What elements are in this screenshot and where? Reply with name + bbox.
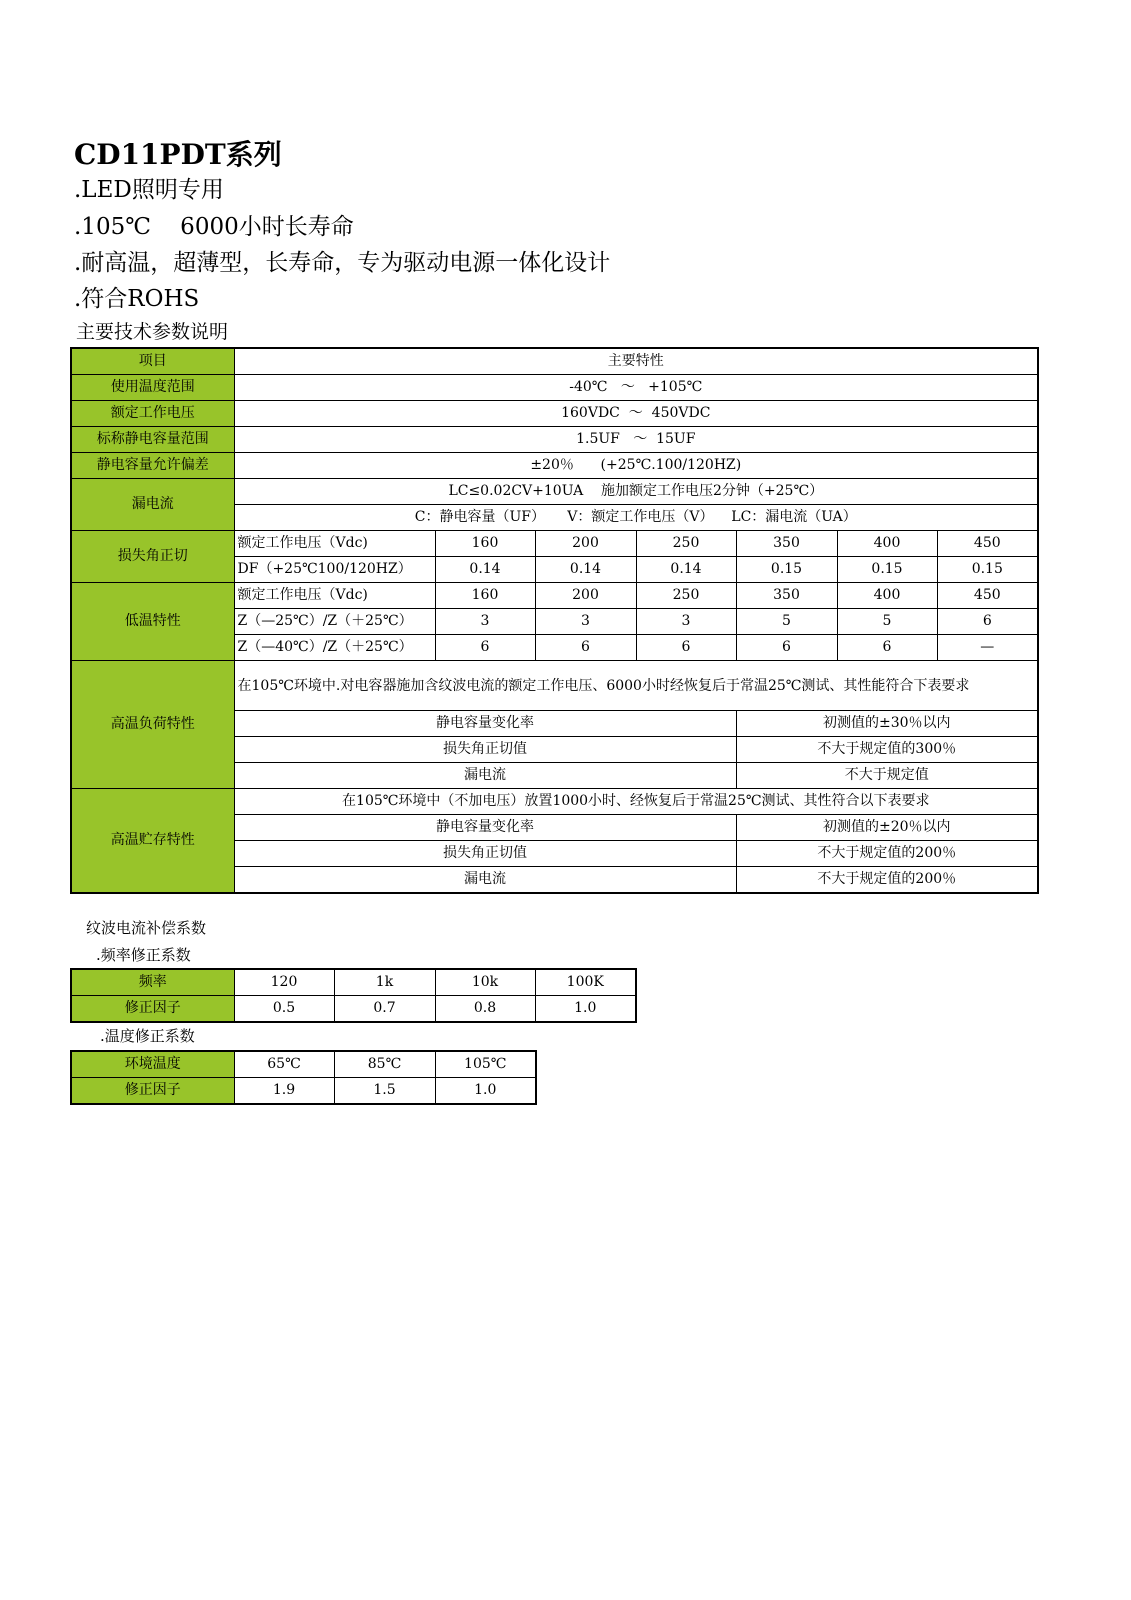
cap-tolerance-label: 静电容量允许偏差	[71, 453, 234, 479]
temp-correction-table	[70, 1050, 537, 1105]
freq-factor-row	[71, 996, 636, 1023]
table-cell: 0.14	[435, 557, 535, 583]
low-temp-voltage-row	[71, 583, 1038, 609]
leakage-legend: C：静电容量（UF） V：额定工作电压（V） LC：漏电流（UA）	[234, 505, 1038, 531]
table-cell: 静电容量变化率	[234, 711, 736, 737]
table-cell: 65℃	[234, 1051, 334, 1078]
freq-correction-title: .频率修正系数	[96, 946, 191, 964]
table-cell: 0.7	[334, 996, 435, 1023]
leakage-formula: LC≤0.02CV+10UA 施加额定工作电压2分钟（+25℃）	[234, 479, 1038, 505]
shelf-life-desc-row	[71, 789, 1038, 815]
table-cell: 0.14	[535, 557, 636, 583]
tan-delta-df-label: DF（+25℃100/120HZ）	[234, 557, 435, 583]
low-temp-z25-label: Z（—25℃）/Z（＋25℃）	[234, 609, 435, 635]
low-temp-z40-label: Z（—40℃）/Z（＋25℃）	[234, 635, 435, 661]
tan-delta-voltage-label: 额定工作电压（Vdc)	[234, 531, 435, 557]
table-cell: 不大于规定值的200％	[736, 867, 1038, 894]
table-cell: 初测值的±30％以内	[736, 711, 1038, 737]
table-cell: 0.14	[636, 557, 736, 583]
table-cell: 损失角正切值	[234, 841, 736, 867]
table-cell: 0.5	[234, 996, 334, 1023]
freq-factor-label: 修正因子	[71, 996, 234, 1023]
temp-factor-label: 修正因子	[71, 1078, 234, 1105]
table-cell: 5	[837, 609, 937, 635]
table-cell: 不大于规定值的300％	[736, 737, 1038, 763]
table-cell: 6	[636, 635, 736, 661]
table-cell: 初测值的±20％以内	[736, 815, 1038, 841]
leakage-row	[71, 479, 1038, 505]
temp-factor-row	[71, 1078, 536, 1105]
load-life-description: 在105℃环境中.对电容器施加含纹波电流的额定工作电压、6000小时经恢复后于常温25℃测试、其性能符合下表要求	[234, 661, 1038, 711]
tan-delta-label: 损失角正切	[71, 531, 234, 583]
table-cell: 1k	[334, 969, 435, 996]
table-cell: 不大于规定值的200％	[736, 841, 1038, 867]
table-cell: 85℃	[334, 1051, 435, 1078]
cap-range-value: 1.5UF ～ 15UF	[234, 427, 1038, 453]
table-cell: 120	[234, 969, 334, 996]
table-cell: 0.15	[736, 557, 837, 583]
feature-long-life: .105℃ 6000小时长寿命	[74, 214, 354, 240]
table-cell: 100K	[535, 969, 636, 996]
table-cell: 0.15	[837, 557, 937, 583]
tan-delta-voltage-row	[71, 531, 1038, 557]
table-cell: 5	[736, 609, 837, 635]
cap-range-row	[71, 427, 1038, 453]
freq-label: 频率	[71, 969, 234, 996]
table-cell: 350	[736, 531, 837, 557]
rated-voltage-value: 160VDC ～ 450VDC	[234, 401, 1038, 427]
table-cell: 10k	[435, 969, 535, 996]
temp-range-label: 使用温度范围	[71, 375, 234, 401]
leakage-label: 漏电流	[71, 479, 234, 531]
table-cell: 250	[636, 531, 736, 557]
feature-led-lighting: .LED照明专用	[74, 177, 224, 203]
header-item-cell: 项目	[71, 348, 234, 375]
table-cell: 160	[435, 583, 535, 609]
table-cell: 105℃	[435, 1051, 536, 1078]
cap-tolerance-value: ±20％ (+25℃.100/120HZ)	[234, 453, 1038, 479]
spec-table	[70, 347, 1039, 894]
table-cell: 3	[535, 609, 636, 635]
temp-correction-title: .温度修正系数	[100, 1027, 195, 1045]
feature-high-temp-design: .耐高温，超薄型，长寿命，专为驱动电源一体化设计	[74, 250, 611, 276]
series-title: CD11PDT系列	[74, 138, 282, 171]
table-cell: 200	[535, 583, 636, 609]
header-value-cell: 主要特性	[234, 348, 1038, 375]
table-cell: 3	[435, 609, 535, 635]
table-cell: 250	[636, 583, 736, 609]
table-cell: 400	[837, 531, 937, 557]
feature-rohs: .符合ROHS	[74, 286, 200, 312]
shelf-life-label: 高温贮存特性	[71, 789, 234, 894]
table-cell: 1.0	[435, 1078, 536, 1105]
freq-correction-table	[70, 968, 637, 1023]
rated-voltage-label: 额定工作电压	[71, 401, 234, 427]
table-cell: 6	[937, 609, 1038, 635]
spec-header-row	[71, 348, 1038, 375]
section-title: 主要技术参数说明	[76, 321, 229, 343]
temp-row	[71, 1051, 536, 1078]
table-cell: 160	[435, 531, 535, 557]
table-cell: 6	[837, 635, 937, 661]
load-life-label: 高温负荷特性	[71, 661, 234, 789]
table-cell: 450	[937, 531, 1038, 557]
temp-range-row	[71, 375, 1038, 401]
table-cell: 6	[435, 635, 535, 661]
ripple-section-title: 纹波电流补偿系数	[86, 919, 207, 937]
cap-tolerance-row	[71, 453, 1038, 479]
table-cell: 1.5	[334, 1078, 435, 1105]
table-cell: 400	[837, 583, 937, 609]
table-cell: 6	[535, 635, 636, 661]
freq-row	[71, 969, 636, 996]
table-cell: 1.0	[535, 996, 636, 1023]
table-cell: 0.8	[435, 996, 535, 1023]
table-cell: 450	[937, 583, 1038, 609]
table-cell: 200	[535, 531, 636, 557]
table-cell: 3	[636, 609, 736, 635]
rated-voltage-row	[71, 401, 1038, 427]
table-cell: 6	[736, 635, 837, 661]
table-cell: —	[937, 635, 1038, 661]
shelf-life-description: 在105℃环境中（不加电压）放置1000小时、经恢复后于常温25℃测试、其性符合以下表要求	[234, 789, 1038, 815]
low-temp-voltage-label: 额定工作电压（Vdc)	[234, 583, 435, 609]
low-temp-label: 低温特性	[71, 583, 234, 661]
table-cell: 1.9	[234, 1078, 334, 1105]
temp-label: 环境温度	[71, 1051, 234, 1078]
table-cell: 静电容量变化率	[234, 815, 736, 841]
table-cell: 0.15	[937, 557, 1038, 583]
cap-range-label: 标称静电容量范围	[71, 427, 234, 453]
table-cell: 漏电流	[234, 763, 736, 789]
table-cell: 漏电流	[234, 867, 736, 894]
table-cell: 损失角正切值	[234, 737, 736, 763]
load-life-desc-row	[71, 661, 1038, 711]
temp-range-value: -40℃ ～ +105℃	[234, 375, 1038, 401]
table-cell: 350	[736, 583, 837, 609]
table-cell: 不大于规定值	[736, 763, 1038, 789]
